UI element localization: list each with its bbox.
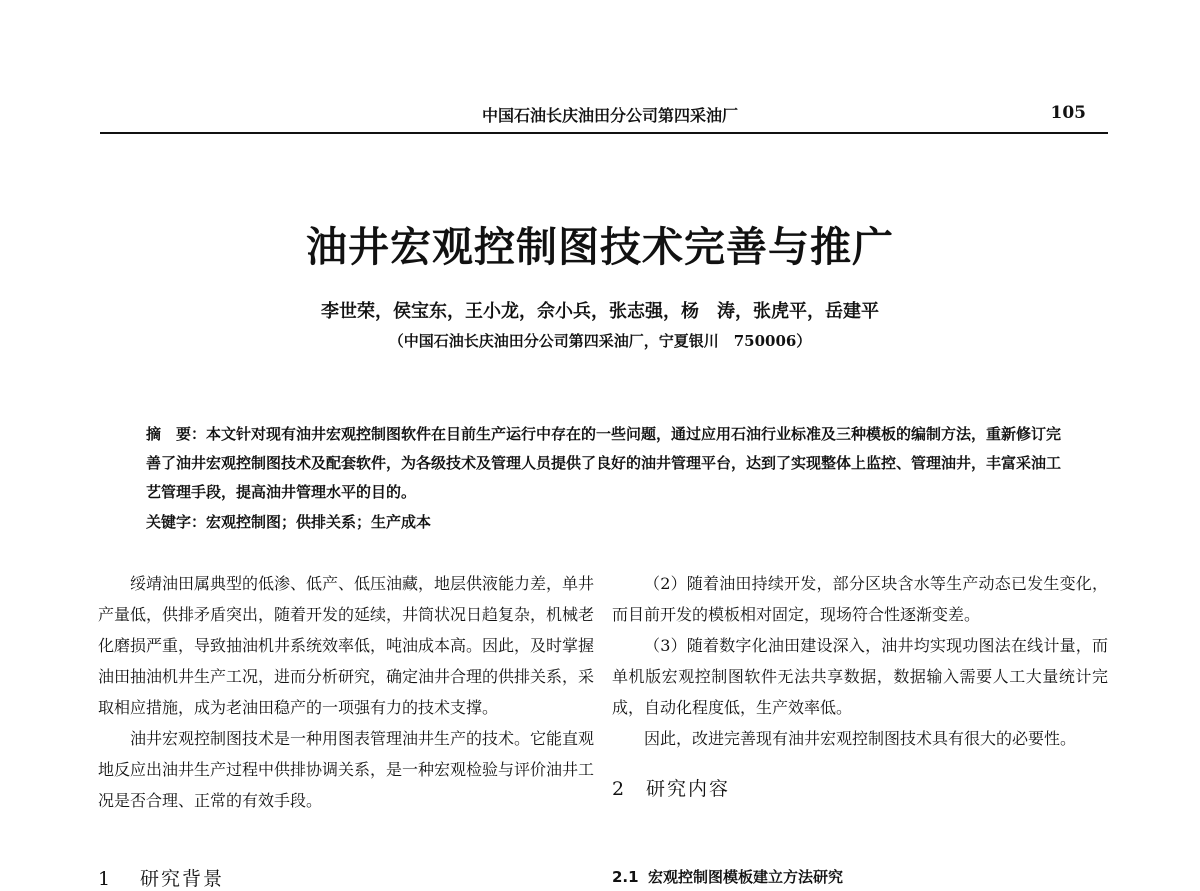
body-paragraph: （2）随着油田持续开发，部分区块含水等生产动态已发生变化，而目前开发的模板相对固定，现场符合性逐渐变差。 — [612, 574, 1108, 624]
body-paragraph: 因此，改进完善现有油井宏观控制图技术具有很大的必要性。 — [644, 729, 1077, 748]
header-rule — [100, 132, 1108, 134]
section-number: 2 — [612, 778, 627, 800]
body-paragraph: 油井宏观控制图技术是一种用图表管理油井生产的技术。它能直观地反应出油井生产过程中供排协调关系，是一种宏观检验与评价油井工况是否合理、正常的有效手段。 — [98, 729, 595, 810]
body-paragraph: 绥靖油田属典型的低渗、低产、低压油藏，地层供液能力差，单井产量低，供排矛盾突出，随着开发的延续，井筒状况日趋复杂，机械老化磨损严重，导致抽油机井系统效率低，吨油成本高。因此，及时掌握油田抽油机井生产工况，进而分析研究，确定油井合理的供排关系，采取相应措施，成为老油田稳产的一项强有力的技术支撑。 — [98, 574, 595, 717]
abstract-text: 本文针对现有油井宏观控制图软件在目前生产运行中存在的一些问题，通过应用石油行业标准及三种模板的编制方法，重新修订完善了油井宏观控制图技术及配套软件，为各级技术及管理人员提供了良好的油井管理平台，达到了实现整体上监控、管理油井，丰富采油工艺管理手段，提高油井管理水平的目的。 — [146, 425, 1062, 501]
abstract-label: 摘 要： — [146, 425, 207, 443]
body-paragraph: （3）随着数字化油田建设深入，油井均实现功图法在线计量，而单机版宏观控制图软件无法共享数据，数据输入需要人工大量统计完成，自动化程度低，生产效率低。 — [612, 636, 1108, 717]
keywords — [146, 508, 1066, 537]
keywords-text: 宏观控制图；供排关系；生产成本 — [206, 513, 432, 531]
section-number: 1 — [98, 868, 113, 890]
paper-title: 油井宏观控制图技术完善与推广 — [306, 223, 894, 271]
right-column — [612, 568, 1108, 805]
subsection-number: 2.1 — [612, 868, 639, 886]
keywords-label: 关键字： — [146, 513, 207, 531]
running-head: 中国石油长庆油田分公司第四采油厂 — [481, 106, 738, 125]
section-heading-1 — [98, 864, 224, 891]
author-list: 李世荣，侯宝东，王小龙，佘小兵，张志强，杨 涛，张虎平，岳建平 — [321, 301, 879, 322]
subsection-title: 宏观控制图模板建立方法研究 — [648, 868, 844, 886]
section-title: 研究背景 — [140, 868, 225, 890]
affiliation: （中国石油长庆油田分公司第四采油厂，宁夏银川 750006） — [388, 332, 812, 350]
section-title: 研究内容 — [646, 778, 731, 800]
abstract — [146, 420, 1066, 507]
left-column — [98, 568, 594, 816]
page-number: 105 — [1050, 103, 1086, 123]
section-heading-2 — [612, 774, 1108, 805]
subsection-heading-2-1 — [612, 866, 843, 887]
